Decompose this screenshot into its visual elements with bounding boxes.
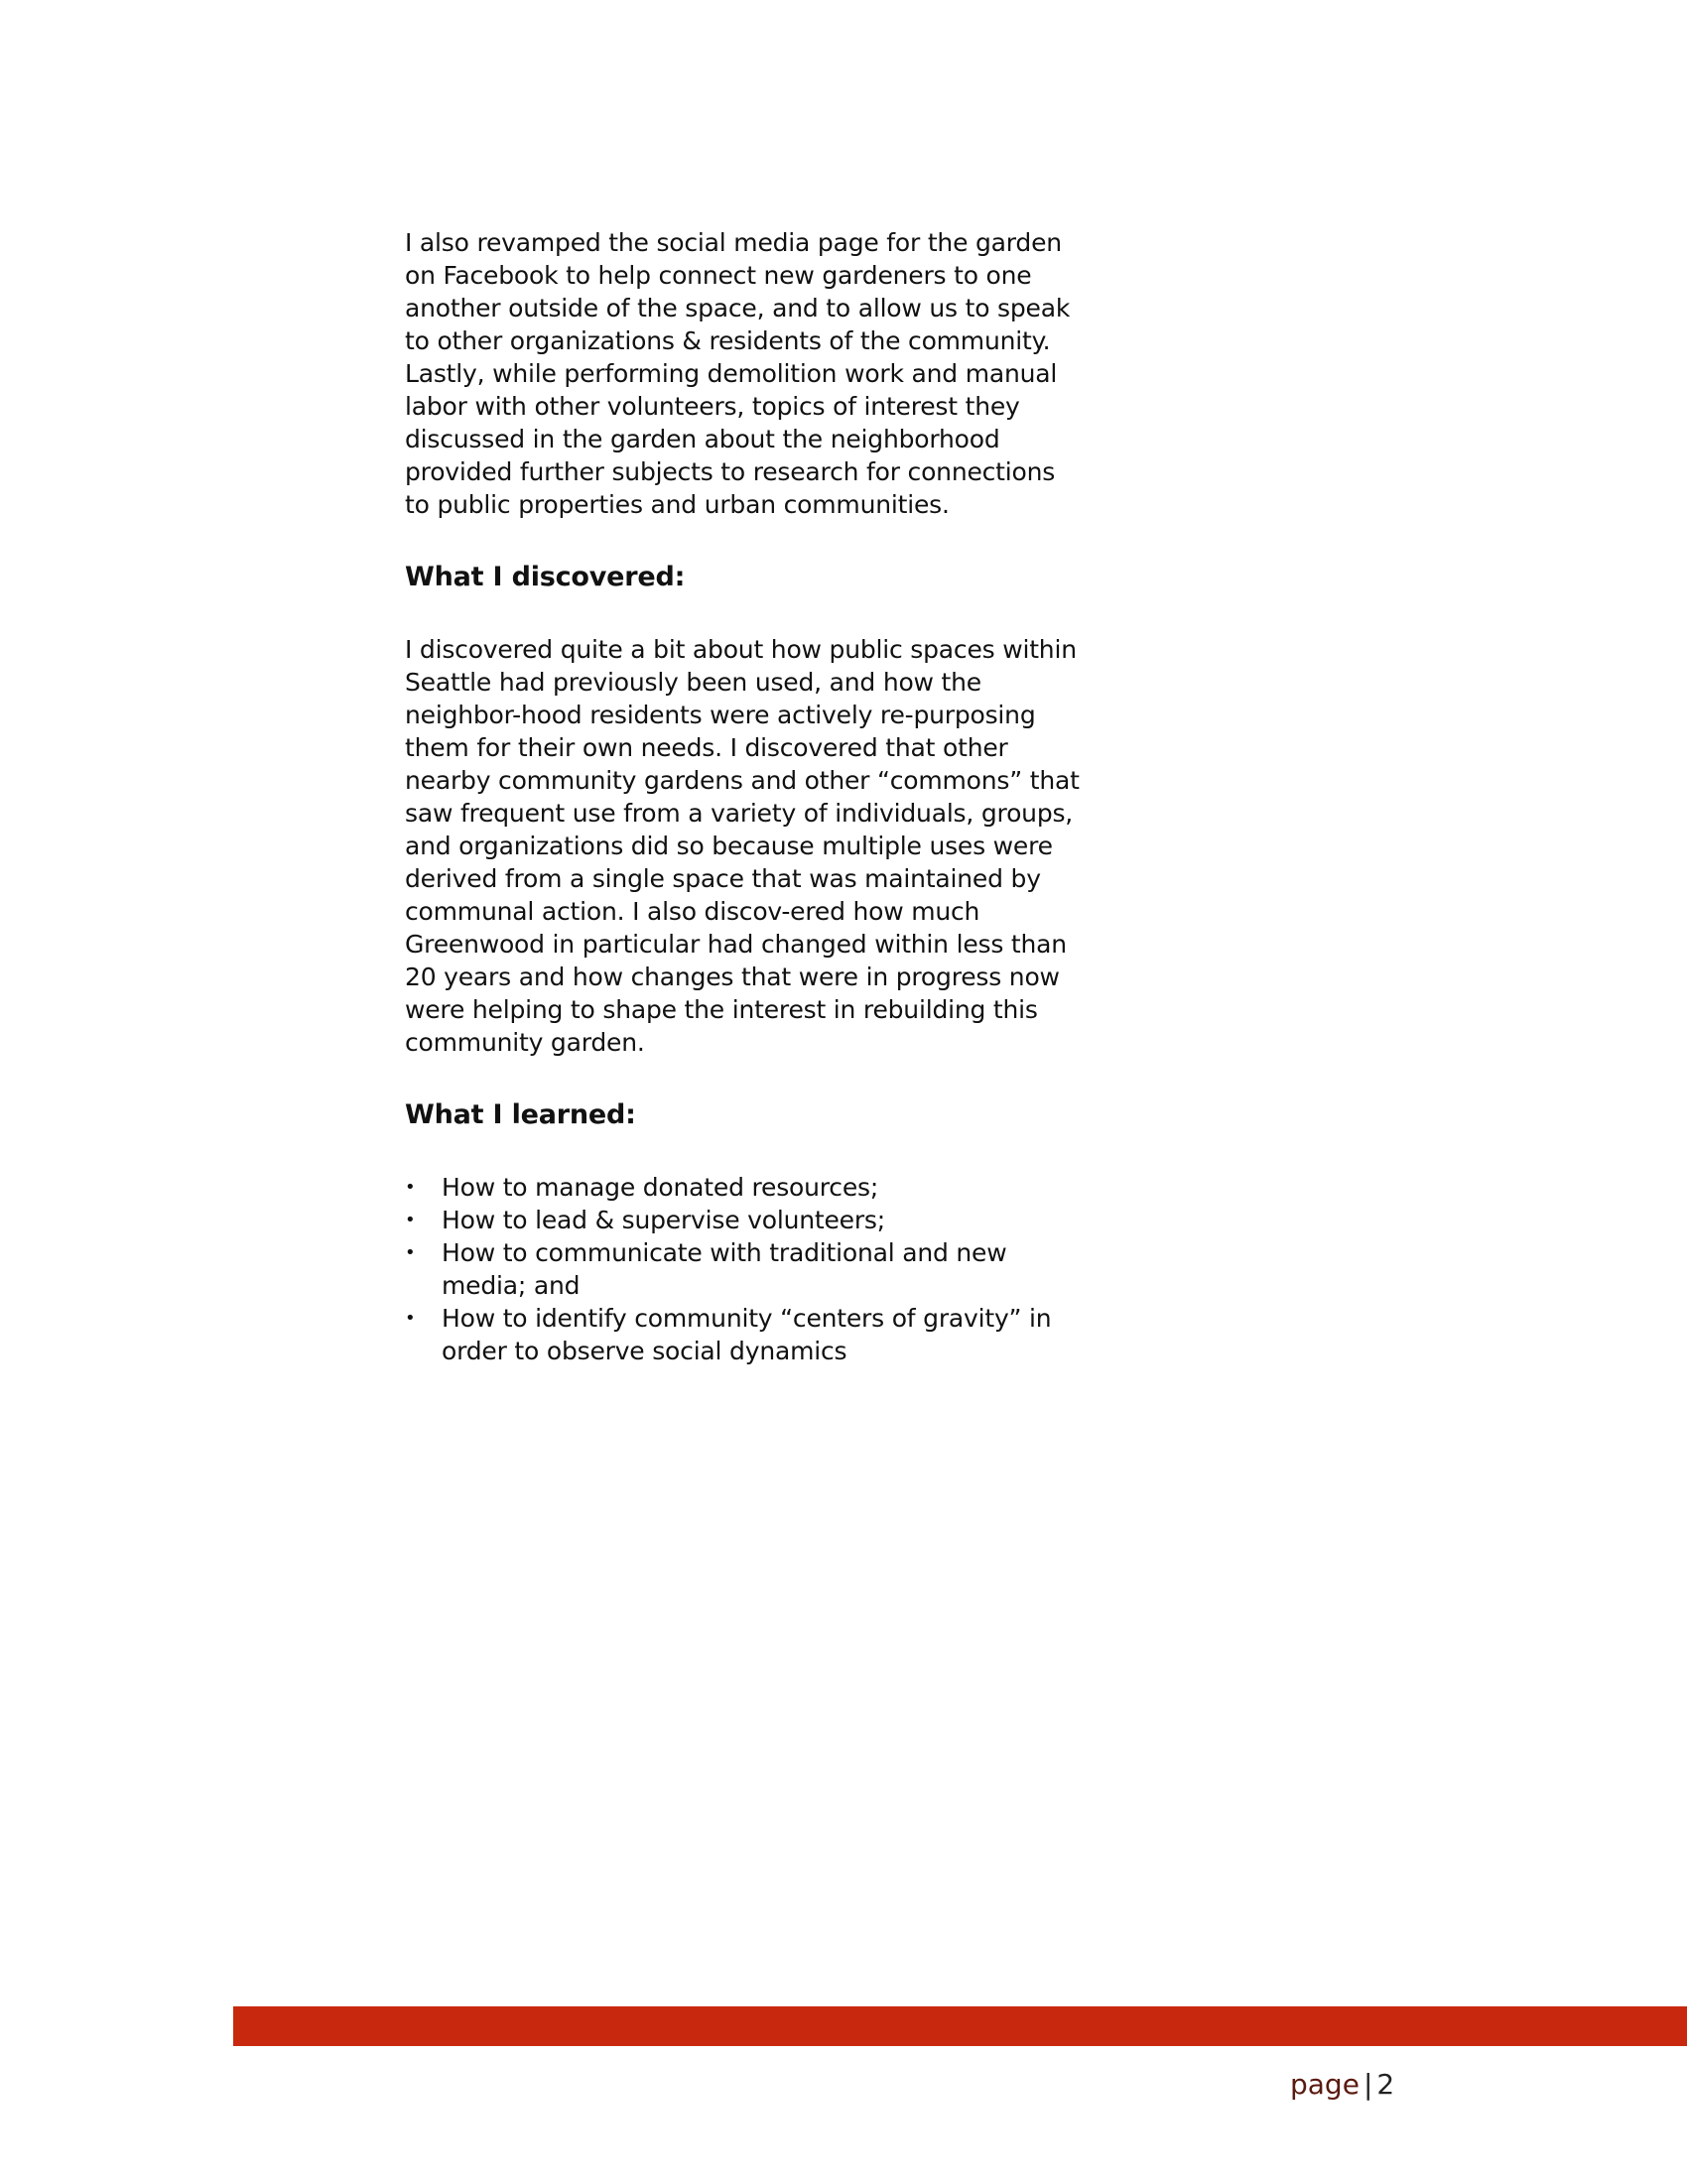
list-item-text: How to communicate with traditional and new media; and	[442, 1238, 1007, 1300]
list-item	[405, 1204, 1080, 1236]
intro-paragraph: I also revamped the social media page for the garden on Facebook to help connect new gardeners to one another outside of the space, and to allow us to speak to other organizations & residents of the community. Lastly, while performing demolition work and manual labor with other volunteers, topics of interest they discussed in the garden about the neighborhood provided further subjects to research for connections to public properties and urban communities.	[405, 228, 1071, 519]
page-label: page	[1290, 2068, 1360, 2101]
list-item-text: How to manage donated resources;	[442, 1173, 879, 1202]
list-item-text: How to identify community “centers of gravity” in order to observe social dynamics	[442, 1304, 1052, 1365]
discovered-paragraph: I discovered quite a bit about how public spaces within Seattle had previously been used, and how the neighbor-hood residents were actively re-purposing them for their own needs. I discovered that other nearby community gardens and other “commons” that saw frequent use from a variety of individuals, groups, and organizations did so because multiple uses were derived from a single space that was maintained by communal action. I also discov-ered how much Greenwood in particular had changed within less than 20 years and how changes that were in progress now were helping to shape the interest in rebuilding this community garden.	[405, 635, 1080, 1057]
footer-color-bar	[233, 2006, 1687, 2046]
bullet-icon: •	[405, 1242, 416, 1263]
bullet-icon: •	[405, 1308, 416, 1329]
document-body	[405, 226, 1080, 1367]
list-item	[405, 1236, 1080, 1302]
bullet-icon: •	[405, 1210, 416, 1230]
page-separator: |	[1363, 2068, 1373, 2101]
page-number	[1290, 2068, 1394, 2101]
list-item-text: How to lead & supervise volunteers;	[442, 1206, 885, 1234]
discovered-heading: What I discovered:	[405, 562, 686, 592]
list-item	[405, 1171, 1080, 1204]
learned-list	[405, 1171, 1080, 1367]
page-number-value: 2	[1376, 2068, 1395, 2101]
list-item	[405, 1302, 1080, 1367]
learned-heading: What I learned:	[405, 1099, 636, 1130]
bullet-icon: •	[405, 1177, 416, 1198]
